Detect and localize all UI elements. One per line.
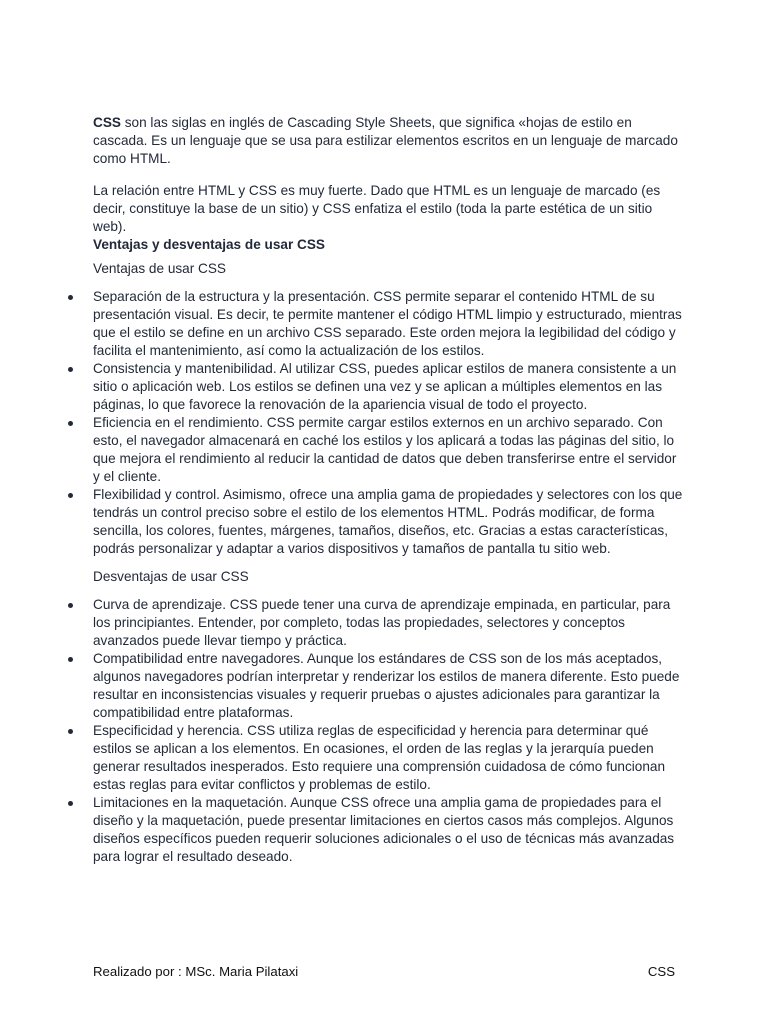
bullet-icon xyxy=(68,657,73,662)
desventajas-title: Desventajas de usar CSS xyxy=(93,569,249,584)
bullet-icon xyxy=(68,603,73,608)
intro-lead-term: CSS xyxy=(93,115,121,130)
document-body xyxy=(93,114,683,866)
page-footer xyxy=(93,963,675,981)
footer-topic: CSS xyxy=(647,964,675,979)
list-item-text: Eficiencia en el rendimiento. CSS permite cargar estilos externos en un archivo separado. Con esto, el navegador almacenará en caché los estilos y los aplicará a todas las páginas del sitio, lo que mejora el rendimiento al reducir la cantidad de datos que deben transferirse entre el servidor y el cliente. xyxy=(93,415,677,484)
list-item-text: Limitaciones en la maquetación. Aunque CSS ofrece una amplia gama de propiedades para el diseño y la maquetación, puede presentar limitaciones en ciertos casos más complejos. Algunos diseños específicos pueden requerir soluciones adicionales o el uso de técnicas más avanzadas para lograr el resultado deseado. xyxy=(93,795,675,864)
list-item-text: Especificidad y herencia. CSS utiliza reglas de especificidad y herencia para determinar qué estilos se aplican a los elementos. En ocasiones, el orden de las reglas y la jerarquía pueden generar resultados inesperados. Esto requiere una comprensión cuidadosa de cómo funcionan estas reglas para evitar conflictos y problemas de estilo. xyxy=(93,723,666,792)
list-item-text: Flexibilidad y control. Asimismo, ofrece una amplia gama de propiedades y selectores con los que tendrás un control preciso sobre el estilo de los elementos HTML. Podrás modificar, de forma sencilla, los colores, fuentes, márgenes, tamaños, diseños, etc. Gracias a estas características, podrás personalizar y adaptar a varios dispositivos y tamaños de pantalla tu sitio web. xyxy=(93,487,683,556)
bullet-icon xyxy=(68,421,73,426)
intro-paragraph-1-text: son las siglas en inglés de Cascading Style Sheets, que significa «hojas de estilo en cascada. Es un lenguaje que se usa para estilizar elementos escritos en un lenguaje de marcado como HTML. xyxy=(93,115,678,166)
list-item xyxy=(93,360,683,414)
list-item-text: Compatibilidad entre navegadores. Aunque los estándares de CSS son de los más aceptados, algunos navegadores podrían interpretar y renderizar los estilos de manera diferente. Esto puede resultar en inconsistencias visuales y requerir pruebas o ajustes adicionales para garantizar la compatibilidad entre plataformas. xyxy=(93,651,680,720)
list-item-text: Separación de la estructura y la presentación. CSS permite separar el contenido HTML de su presentación visual. Es decir, te permite mantener el código HTML limpio y estructurado, mientras que el estilo se define en un archivo CSS separado. Este orden mejora la legibilidad del código y facilita el mantenimiento, así como la actualización de los estilos. xyxy=(93,289,682,358)
ventajas-list xyxy=(93,288,683,558)
bullet-icon xyxy=(68,295,73,300)
list-item xyxy=(93,486,683,558)
bullet-icon xyxy=(68,729,73,734)
intro-paragraph-1 xyxy=(93,114,683,168)
ventajas-title: Ventajas de usar CSS xyxy=(93,261,226,276)
bullet-icon xyxy=(68,801,73,806)
bullet-icon xyxy=(68,367,73,372)
list-item xyxy=(93,650,683,722)
list-item xyxy=(93,794,683,866)
desventajas-list xyxy=(93,596,683,866)
list-item xyxy=(93,288,683,360)
list-item-text: Curva de aprendizaje. CSS puede tener una curva de aprendizaje empinada, en particular, para los principiantes. Entender, por completo, todas las propiedades, selectores y conceptos avanzados puede llevar tiempo y práctica. xyxy=(93,597,671,648)
list-item-text: Consistencia y mantenibilidad. Al utilizar CSS, puedes aplicar estilos de manera consistente a un sitio o aplicación web. Los estilos se definen una vez y se aplican a múltiples elementos en las páginas, lo que favorece la renovación de la apariencia visual de todo el proyecto. xyxy=(93,361,677,412)
section-heading: Ventajas y desventajas de usar CSS xyxy=(93,237,325,252)
bullet-icon xyxy=(68,493,73,498)
list-item xyxy=(93,722,683,794)
list-item xyxy=(93,596,683,650)
intro-paragraph-2: La relación entre HTML y CSS es muy fuerte. Dado que HTML es un lenguaje de marcado (es decir, constituye la base de un sitio) y CSS enfatiza el estilo (toda la parte estética de un sitio web). xyxy=(93,183,661,234)
footer-author: Realizado por : MSc. Maria Pilataxi xyxy=(93,964,299,979)
list-item xyxy=(93,414,683,486)
